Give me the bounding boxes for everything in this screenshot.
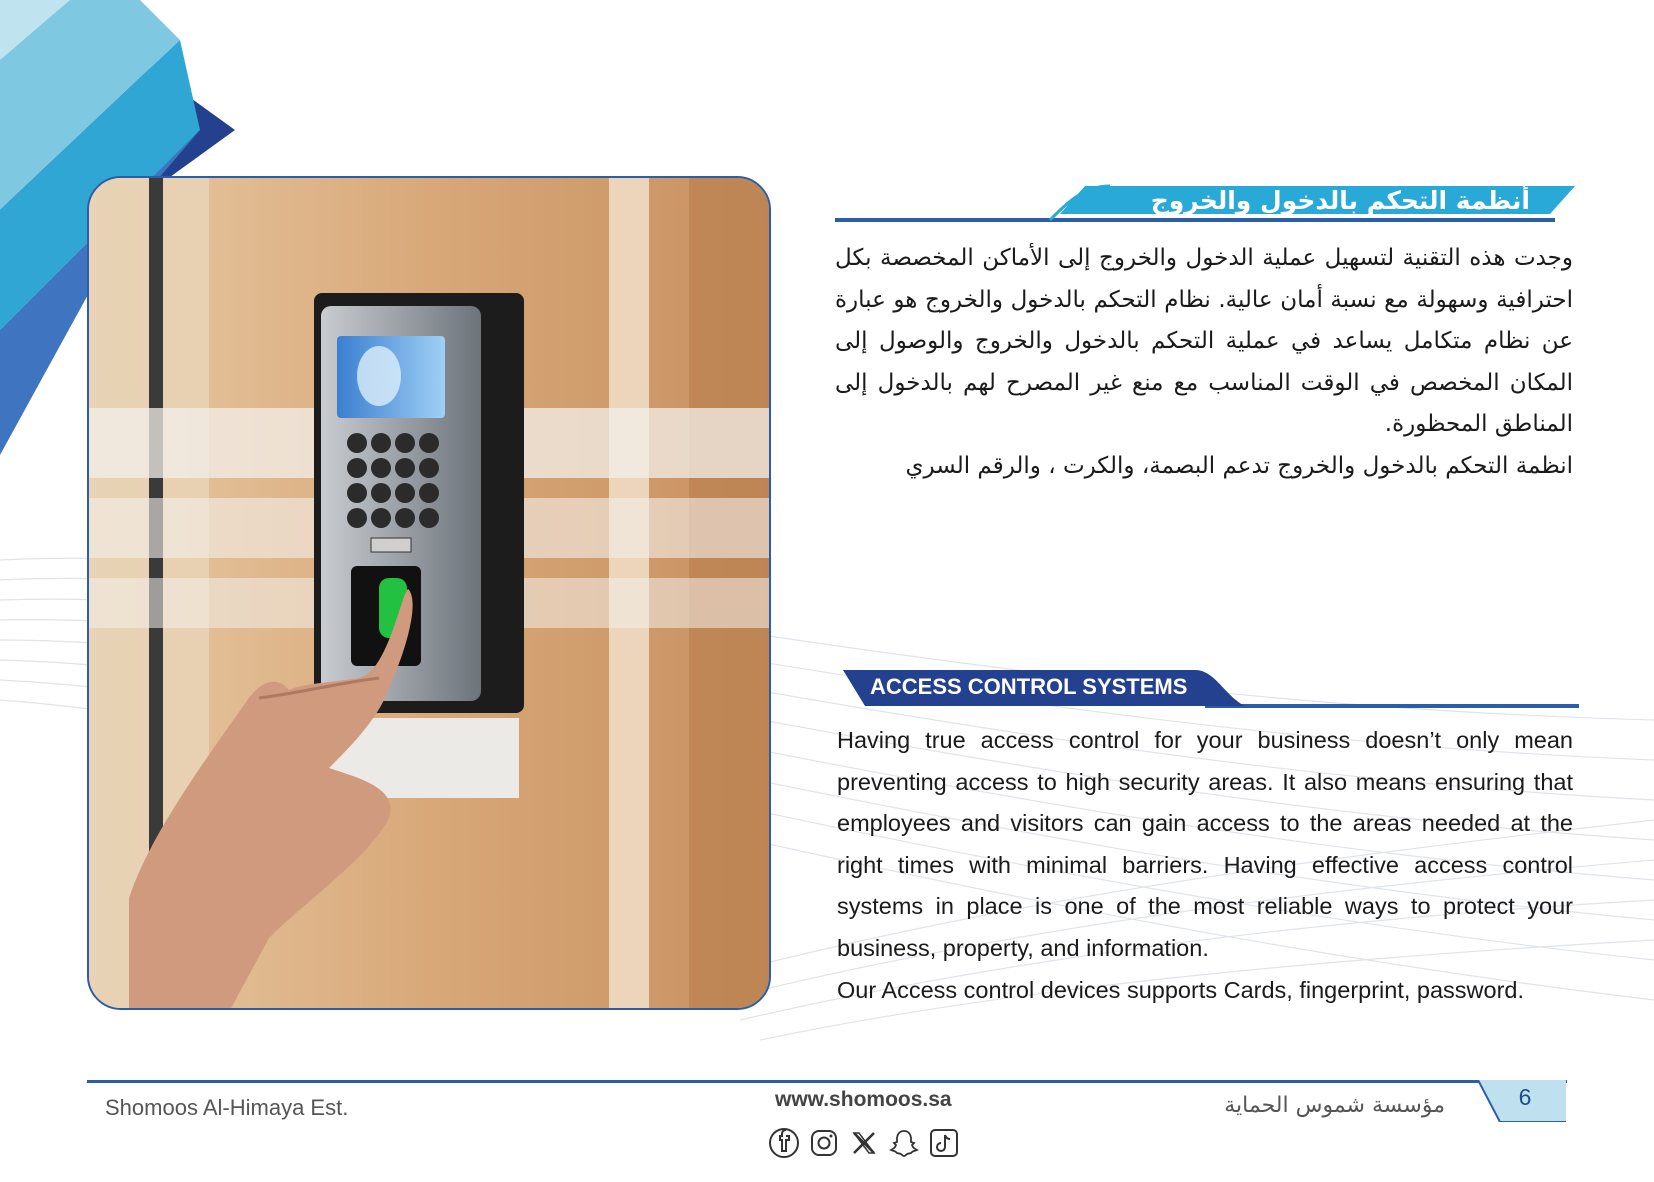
fingerprint-terminal-illustration <box>89 178 771 1010</box>
snapchat-icon[interactable] <box>888 1127 920 1159</box>
page-number: 6 <box>1518 1084 1532 1110</box>
access-control-photo <box>87 176 771 1010</box>
english-paragraph-1: Having true access control for your business doesn’t only mean preventing access to high security areas. It also means ensuring that employees and visitors can gain access to the areas needed at the right times with minimal barriers. Having effective access control systems in place is one of the most reliable ways to protect your business, property, and information. <box>837 727 1573 961</box>
footer-website[interactable]: www.shomoos.sa <box>775 1088 952 1111</box>
english-paragraph-2: Our Access control devices supports Cards, fingerprint, password. <box>837 976 1525 1003</box>
arabic-section-title: أنظمة التحكم بالدخول والخروج <box>1150 186 1530 215</box>
social-icons <box>768 1127 964 1161</box>
footer-company-en: Shomoos Al-Himaya Est. <box>105 1095 349 1120</box>
arabic-paragraph-1: وجدت هذه التقنية لتسهيل عملية الدخول والخروج إلى الأماكن المخصصة بكل احترافية وسهولة مع نسبة أمان عالية. نظام التحكم بالدخول والخروج هو عبارة عن نظام متكامل يساعد في عملية التحكم بالدخول والخروج والوصول إلى المكان المخصص في الوقت المناسب مع منع غير المصرح لهم بالدخول إلى المناطق المحظورة. <box>835 245 1573 437</box>
english-section-title: ACCESS CONTROL SYSTEMS <box>870 674 1188 699</box>
footer-divider <box>87 1080 1567 1083</box>
footer-company-ar: مؤسسة شموس الحماية <box>1224 1093 1445 1118</box>
english-section-body <box>837 720 1573 1011</box>
instagram-icon[interactable] <box>808 1127 840 1159</box>
arabic-section-body <box>835 238 1573 487</box>
x-icon[interactable] <box>848 1127 880 1159</box>
arabic-paragraph-2: انظمة التحكم بالدخول والخروج تدعم البصمة، والكرت ، والرقم السري <box>905 452 1573 479</box>
facebook-icon[interactable] <box>768 1127 800 1159</box>
tiktok-icon[interactable] <box>928 1127 960 1159</box>
